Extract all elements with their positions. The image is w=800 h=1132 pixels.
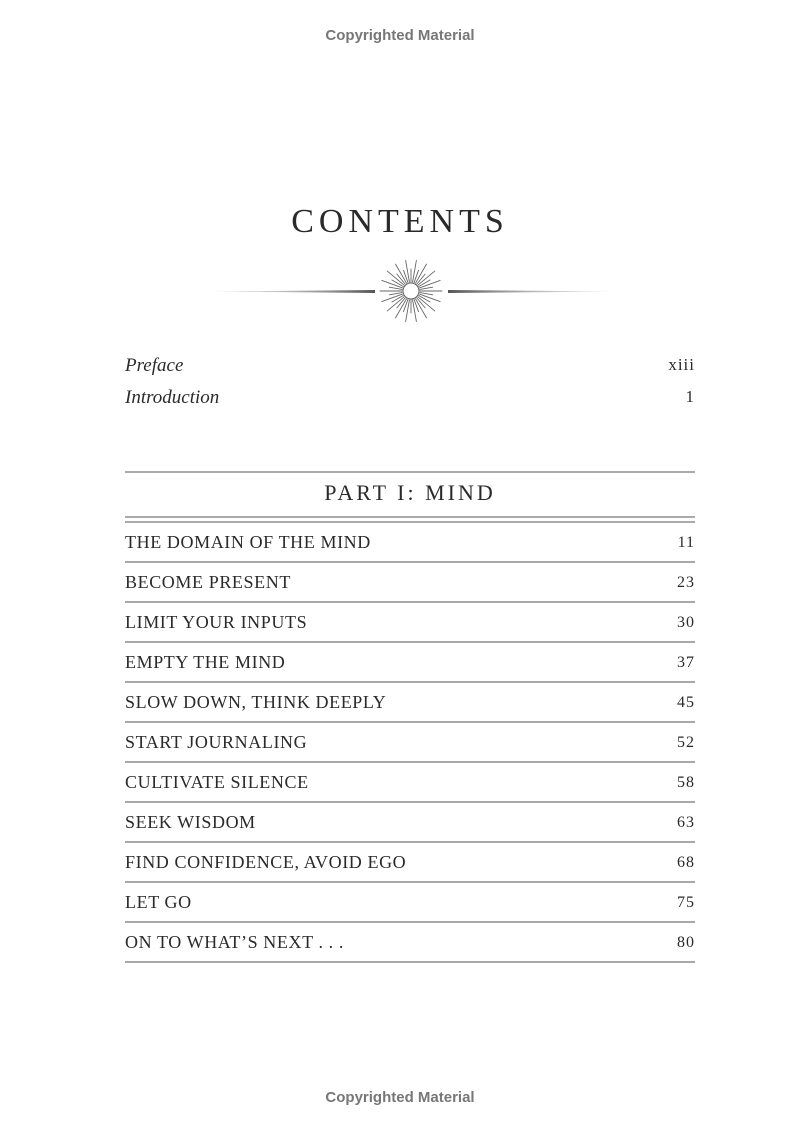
toc-entry-label: ON TO WHAT’S NEXT . . . (125, 932, 344, 952)
toc-entry[interactable] (125, 683, 695, 723)
toc-entry-label: FIND CONFIDENCE, AVOID EGO (125, 852, 407, 872)
part-rule-top (125, 471, 695, 473)
toc-entry-label: SEEK WISDOM (125, 812, 256, 832)
toc-entry-page: 23 (677, 574, 695, 591)
toc-entry-label: BECOME PRESENT (125, 572, 291, 592)
toc-entry[interactable] (125, 923, 695, 963)
toc-entry-page: 37 (677, 654, 695, 671)
toc-entry[interactable] (125, 523, 695, 563)
toc-entry[interactable] (125, 803, 695, 843)
watermark-top: Copyrighted Material (325, 27, 475, 44)
toc-entry-page: 80 (677, 934, 695, 951)
part-title: PART I: MIND (324, 480, 496, 505)
toc-list (125, 523, 695, 963)
toc-introduction-row[interactable] (125, 387, 695, 415)
toc-entry[interactable] (125, 843, 695, 883)
starburst-ornament-icon (200, 258, 624, 326)
toc-entry-page: 52 (677, 734, 695, 751)
part-rule-double-1 (125, 516, 695, 518)
toc-preface-row[interactable] (125, 355, 695, 383)
toc-entry-page: 45 (677, 694, 695, 711)
toc-entry[interactable] (125, 763, 695, 803)
toc-entry[interactable] (125, 723, 695, 763)
toc-entry-label: LET GO (125, 892, 192, 912)
toc-entry-page: 30 (677, 614, 695, 631)
toc-introduction-label: Introduction (125, 387, 220, 408)
toc-entry-page: 63 (677, 814, 695, 831)
toc-entry-page: 11 (677, 534, 695, 551)
toc-entry-label: START JOURNALING (125, 732, 308, 752)
toc-entry[interactable] (125, 603, 695, 643)
toc-entry-label: LIMIT YOUR INPUTS (125, 612, 308, 632)
toc-entry-page: 75 (677, 894, 695, 911)
toc-introduction-page: 1 (685, 387, 695, 406)
toc-entry-label: CULTIVATE SILENCE (125, 772, 309, 792)
page-title: CONTENTS (291, 203, 509, 240)
toc-entry-label: SLOW DOWN, THINK DEEPLY (125, 692, 387, 712)
toc-entry-page: 58 (677, 774, 695, 791)
watermark-bottom: Copyrighted Material (325, 1089, 475, 1106)
toc-preface-page: xiii (668, 355, 695, 374)
toc-entry[interactable] (125, 643, 695, 683)
toc-entry-page: 68 (677, 854, 695, 871)
toc-entry[interactable] (125, 883, 695, 923)
toc-entry[interactable] (125, 563, 695, 603)
toc-preface-label: Preface (125, 355, 184, 376)
toc-entry-label: EMPTY THE MIND (125, 652, 286, 672)
toc-entry-label: THE DOMAIN OF THE MIND (125, 532, 371, 552)
